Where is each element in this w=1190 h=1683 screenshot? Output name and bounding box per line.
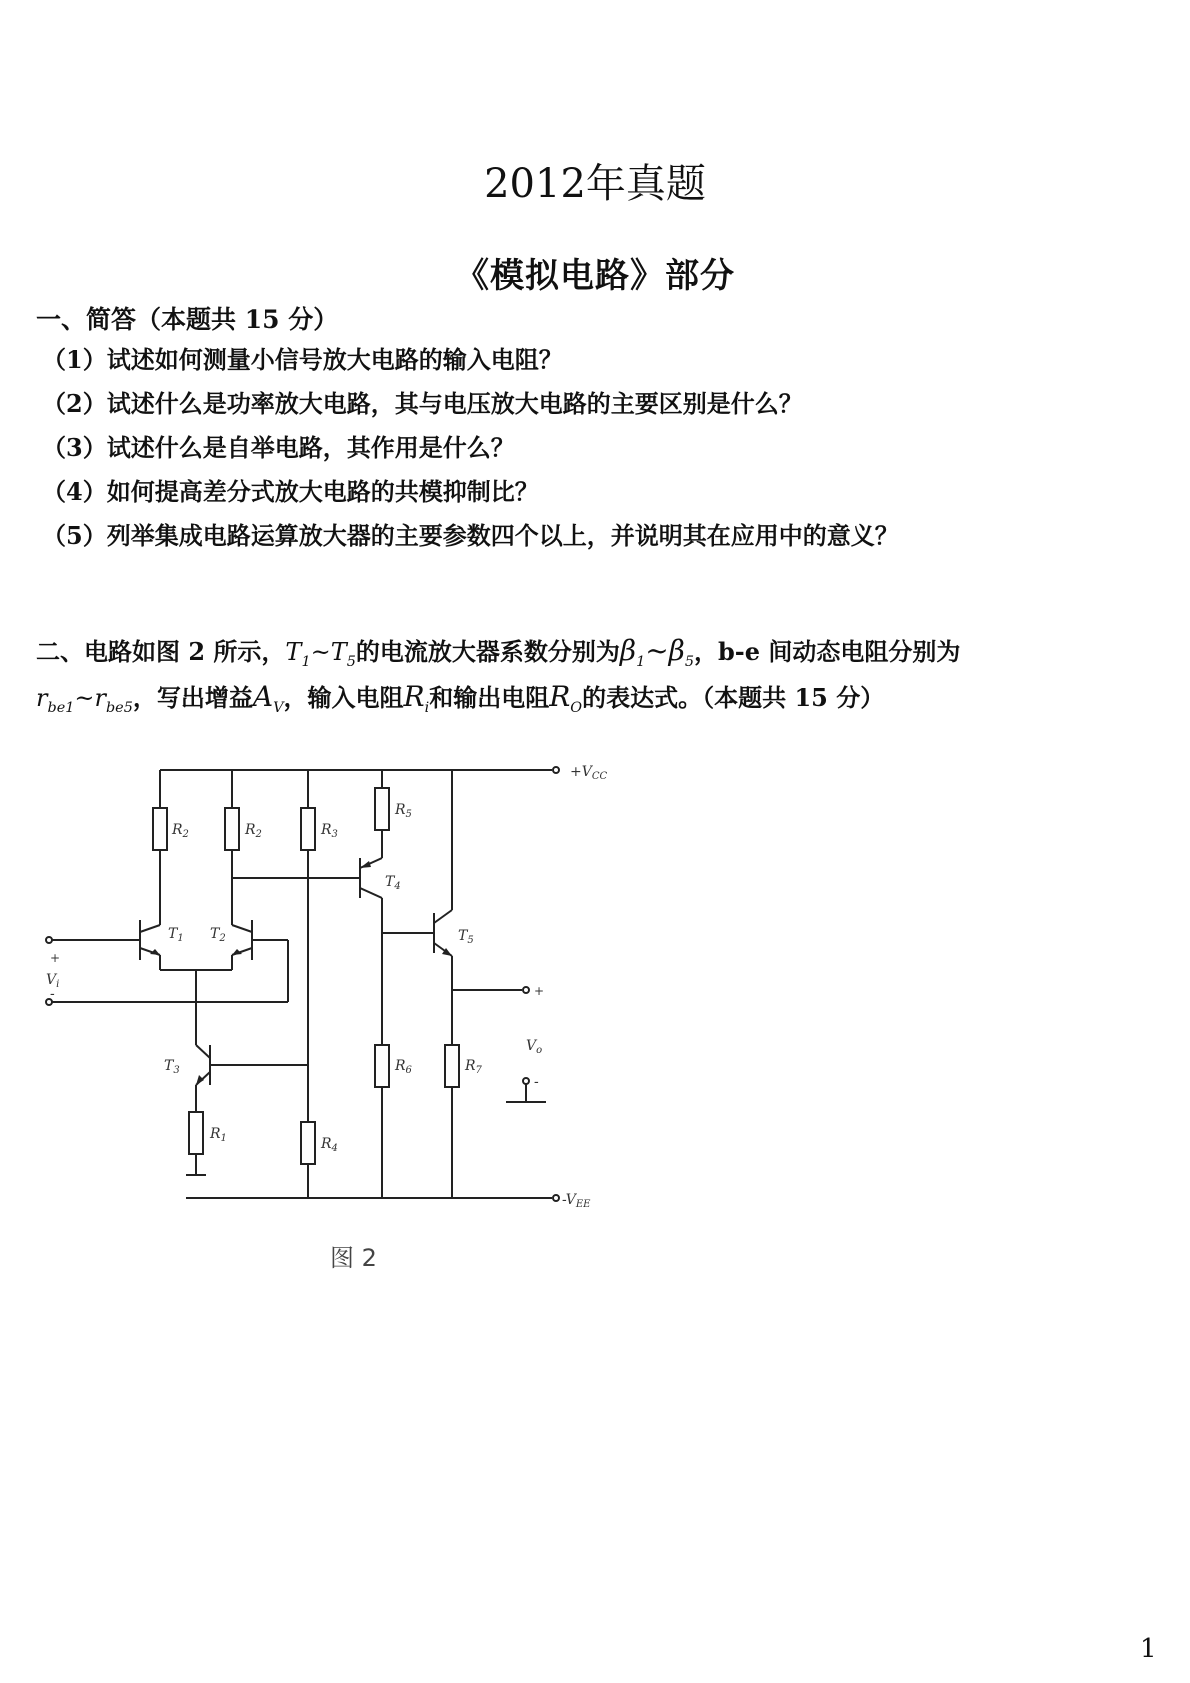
r4-label: $R_4$ (321, 1136, 338, 1154)
symbol-rbe1: r (36, 684, 48, 712)
symbol-rbe5-sub: be5 (105, 699, 133, 716)
symbol-rbe5: ~r (74, 684, 106, 712)
page-number: 1 (1140, 1634, 1157, 1664)
section-title: 《模拟电路》部分 (455, 256, 735, 296)
symbol-beta5: ~β (645, 634, 685, 667)
r2-right-label: $R_2$ (245, 822, 262, 840)
r6-label: $R_6$ (395, 1058, 412, 1076)
symbol-ro: R (549, 680, 571, 713)
vcc-label: $+V_{CC}$ (570, 764, 608, 782)
symbol-t1-sub: 1 (301, 653, 311, 670)
t4-emitter-arrow (360, 861, 371, 868)
q2-text-2: 的电流放大器系数分别为 (355, 637, 620, 666)
vo-minus-label: - (534, 1074, 539, 1090)
vi-label: $V_i$ (46, 972, 60, 990)
vo-label: $V_o$ (526, 1038, 543, 1056)
symbol-ri-sub: i (424, 699, 430, 716)
vi-minus-label: - (50, 986, 55, 1002)
t3-label: $T_3$ (164, 1058, 180, 1076)
symbol-beta1-sub: 1 (636, 653, 646, 670)
t3-emitter-arrow (196, 1075, 204, 1085)
vee-label: $-V_{EE}$ (562, 1192, 591, 1210)
question-1-item-3: （3）试述什么是自举电路，其作用是什么？ (42, 433, 515, 462)
symbol-beta1: β (619, 634, 637, 667)
figure-caption: 图 2 (330, 1244, 377, 1272)
symbol-ro-sub: O (570, 699, 583, 716)
q2-text-6: 和输出电阻 (429, 683, 550, 712)
symbol-av-sub: V (273, 699, 284, 716)
component-labels (46, 764, 607, 1210)
symbol-t5: ~T (310, 638, 347, 666)
t4-label: $T_4$ (385, 874, 401, 892)
question-2-line-1 (36, 632, 960, 670)
q2-text-1: 二、电路如图 2 所示， (36, 637, 286, 666)
t1-label: $T_1$ (168, 926, 184, 944)
question-1-item-5: （5）列举集成电路运算放大器的主要参数四个以上，并说明其在应用中的意义？ (42, 521, 899, 550)
r2-left-label: $R_2$ (172, 822, 189, 840)
q2-text-3: ，b-e 间动态电阻分别为 (694, 637, 961, 666)
t2-label: $T_2$ (210, 926, 226, 944)
symbol-av: A (252, 680, 274, 713)
question-1-item-4: （4）如何提高差分式放大电路的共模抑制比？ (42, 477, 539, 506)
question-1-heading: 一、简答（本题共 15 分） (36, 305, 339, 334)
question-1-item-1: （1）试述如何测量小信号放大电路的输入电阻？ (42, 345, 563, 374)
r5-label: $R_5$ (395, 802, 412, 820)
question-1-item-2: （2）试述什么是功率放大电路，其与电压放大电路的主要区别是什么？ (42, 389, 803, 418)
r3-label: $R_3$ (321, 822, 338, 840)
question-2-line-2 (36, 678, 884, 716)
circuit-diagram (40, 740, 640, 1230)
symbol-ri: R (403, 680, 425, 713)
symbol-t1: T (285, 638, 302, 666)
q2-text-4: ，写出增益 (132, 683, 253, 712)
symbol-rbe1-sub: be1 (47, 699, 75, 716)
q2-text-7: 的表达式。（本题共 15 分） (582, 683, 885, 712)
circuit-wires (46, 767, 559, 1201)
q2-text-5: ，输入电阻 (283, 683, 404, 712)
vo-plus-label: + (534, 984, 545, 998)
r7-label: $R_7$ (465, 1058, 482, 1076)
symbol-t5-sub: 5 (346, 653, 356, 670)
r1-label: $R_1$ (210, 1126, 227, 1144)
page-title: 2012年真题 (484, 161, 706, 207)
vi-plus-label: + (50, 951, 61, 965)
t5-label: $T_5$ (458, 928, 474, 946)
symbol-beta5-sub: 5 (684, 653, 695, 670)
